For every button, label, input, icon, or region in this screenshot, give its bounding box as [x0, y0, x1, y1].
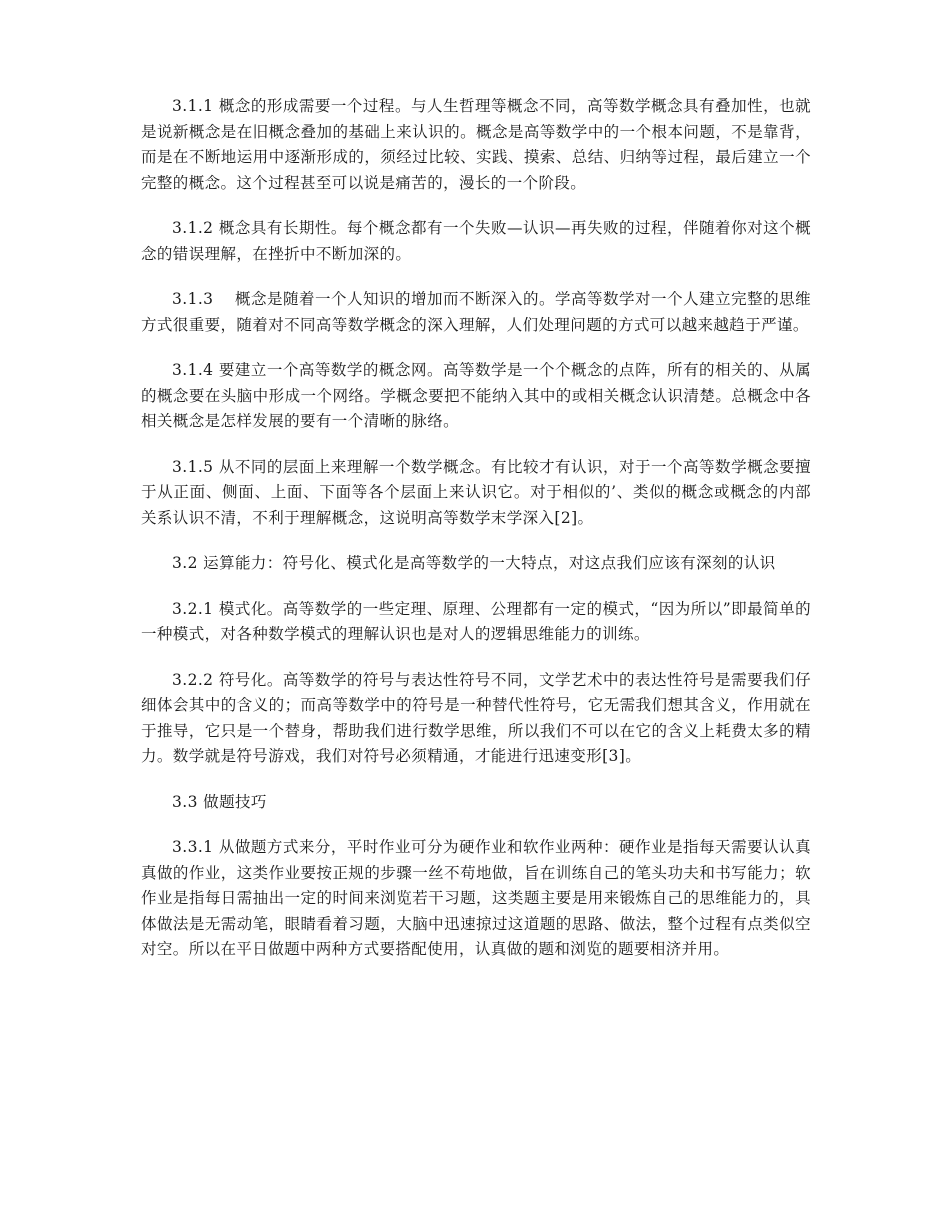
paragraph-3-1-4: 3.1.4 要建立一个高等数学的概念网。高等数学是一个个概念的点阵，所有的相关的、从属的概念要在头脑中形成一个网络。学概念要把不能纳入其中的或相关概念认识清楚。总概念中各相关概念是怎样发展的要有一个清晰的脉络。 — [141, 361, 811, 430]
paragraph-3-3-1: 3.3.1 从做题方式来分，平时作业可分为硬作业和软作业两种：硬作业是指每天需要认认真真做的作业，这类作业要按正规的步骤一丝不苟地做，旨在训练自己的笔头功夫和书写能力；软作业是指每日需抽出一定的时间来浏览若干习题，这类题主要是用来锻炼自己的思维能力的，具体做法是无需动笔，眼睛看着习题，大脑中迅速掠过这道题的思路、做法，整个过程有点类似空对空。所以在平日做题中两种方式要搭配使用，认真做的题和浏览的题要相济并用。 — [141, 838, 811, 958]
section-heading-3-3: 3.3 做题技巧 — [172, 792, 267, 811]
document-page — [141, 94, 811, 983]
paragraph-3-1-1: 3.1.1 概念的形成需要一个过程。与人生哲理等概念不同，高等数学概念具有叠加性，也就是说新概念是在旧概念叠加的基础上来认识的。概念是高等数学中的一个根本问题，不是靠背，而是在不断地运用中逐渐形成的，须经过比较、实践、摸索、总结、归纳等过程，最后建立一个完整的概念。这个过程甚至可以说是痛苦的，漫长的一个阶段。 — [141, 97, 811, 192]
paragraph-3-1-5: 3.1.5 从不同的层面上来理解一个数学概念。有比较才有认识，对于一个高等数学概念要擅于从正面、侧面、上面、下面等各个层面上来认识它。对于相似的’、类似的概念或概念的内部关系认识不清，不利于理解概念，这说明高等数学末学深入[2]。 — [141, 457, 811, 527]
paragraph-3-1-3: 3.1.3 概念是随着一个人知识的增加而不断深入的。学高等数学对一个人建立完整的思维方式很重要，随着对不同高等数学概念的深入理解，人们处理问题的方式可以越来越趋于严谨。 — [141, 290, 811, 334]
section-heading-3-2: 3.2 运算能力：符号化、模式化是高等数学的一大特点，对这点我们应该有深刻的认识 — [172, 554, 776, 572]
paragraph-3-2-2: 3.2.2 符号化。高等数学的符号与表达性符号不同，文学艺术中的表达性符号是需要我们仔细体会其中的含义的；而高等数学中的符号是一种替代性符号，它无需我们想其含义，作用就在于推导，它只是一个替身，帮助我们进行数学思维，所以我们不可以在它的含义上耗费太多的精力。数学就是符号游戏，我们对符号必须精通，才能进行迅速变形[3]。 — [141, 670, 811, 765]
paragraph-3-1-2: 3.1.2 概念具有长期性。每个概念都有一个失败—认识—再失败的过程，伴随着你对这个概念的错误理解，在挫折中不断加深的。 — [141, 219, 811, 263]
paragraph-3-2-1: 3.2.1 模式化。高等数学的一些定理、原理、公理都有一定的模式，“因为所以”即最简单的一种模式，对各种数学模式的理解认识也是对人的逻辑思维能力的训练。 — [141, 599, 811, 643]
